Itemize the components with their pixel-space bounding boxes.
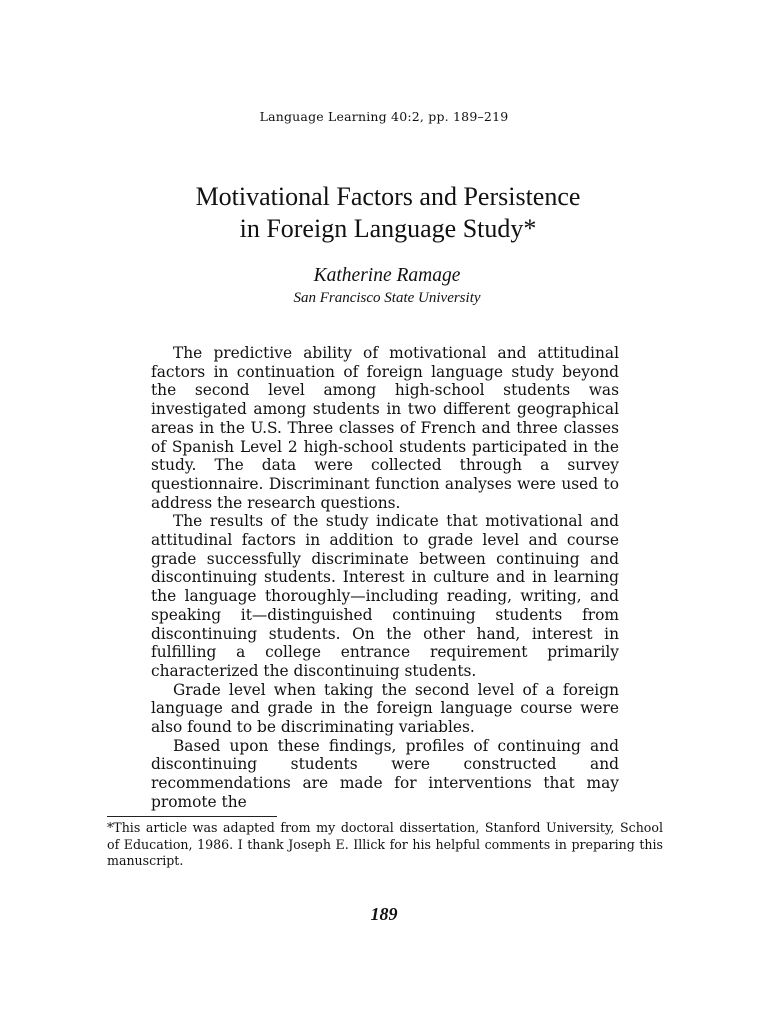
page-number: 189 (370, 904, 398, 924)
article-title (0, 181, 768, 245)
abstract-paragraph-4: Based upon these findings, profiles of continuing and discontinuing students were constructed and recommendations are made for interventions that may promote the (151, 736, 619, 811)
author-affiliation: San Francisco State University (293, 290, 481, 306)
footnote: *This article was adapted from my doctoral dissertation, Stanford University, School of Education, 1986. I thank Joseph E. Illick for his helpful comments in preparing this manuscript. (107, 820, 663, 868)
abstract-paragraph-1: The predictive ability of motivational and attitudinal factors in continuation of foreign language study beyond the second level among high-school students was investigated among students in two different geographical areas in the U.S. Three classes of French and three classes of Spanish Level 2 high-school students participated in the study. The data were collected through a survey questionnaire. Discriminant function analyses were used to address the research questions. (151, 344, 619, 512)
journal-header: Language Learning 40:2, pp. 189–219 (259, 109, 509, 124)
footnote-divider (107, 816, 277, 817)
author-name: Katherine Ramage (313, 265, 461, 286)
abstract-paragraph-2: The results of the study indicate that motivational and attitudinal factors in addition to grade level and course grade successfully discriminate between continuing and discontinuing students. Interest in culture and in learning the language thoroughly—including reading, writing, and speaking it—distinguished continuing students from discontinuing students. On the other hand, interest in fulfilling a college entrance requirement primarily characterized the discontinuing students. (151, 512, 619, 680)
abstract (151, 344, 619, 812)
article-title-line-1: Motivational Factors and Persistence (195, 182, 581, 211)
article-title-line-2: in Foreign Language Study* (239, 214, 537, 243)
abstract-paragraph-3: Grade level when taking the second level of a foreign language and grade in the foreign language course were also found to be discriminating variables. (151, 680, 619, 737)
